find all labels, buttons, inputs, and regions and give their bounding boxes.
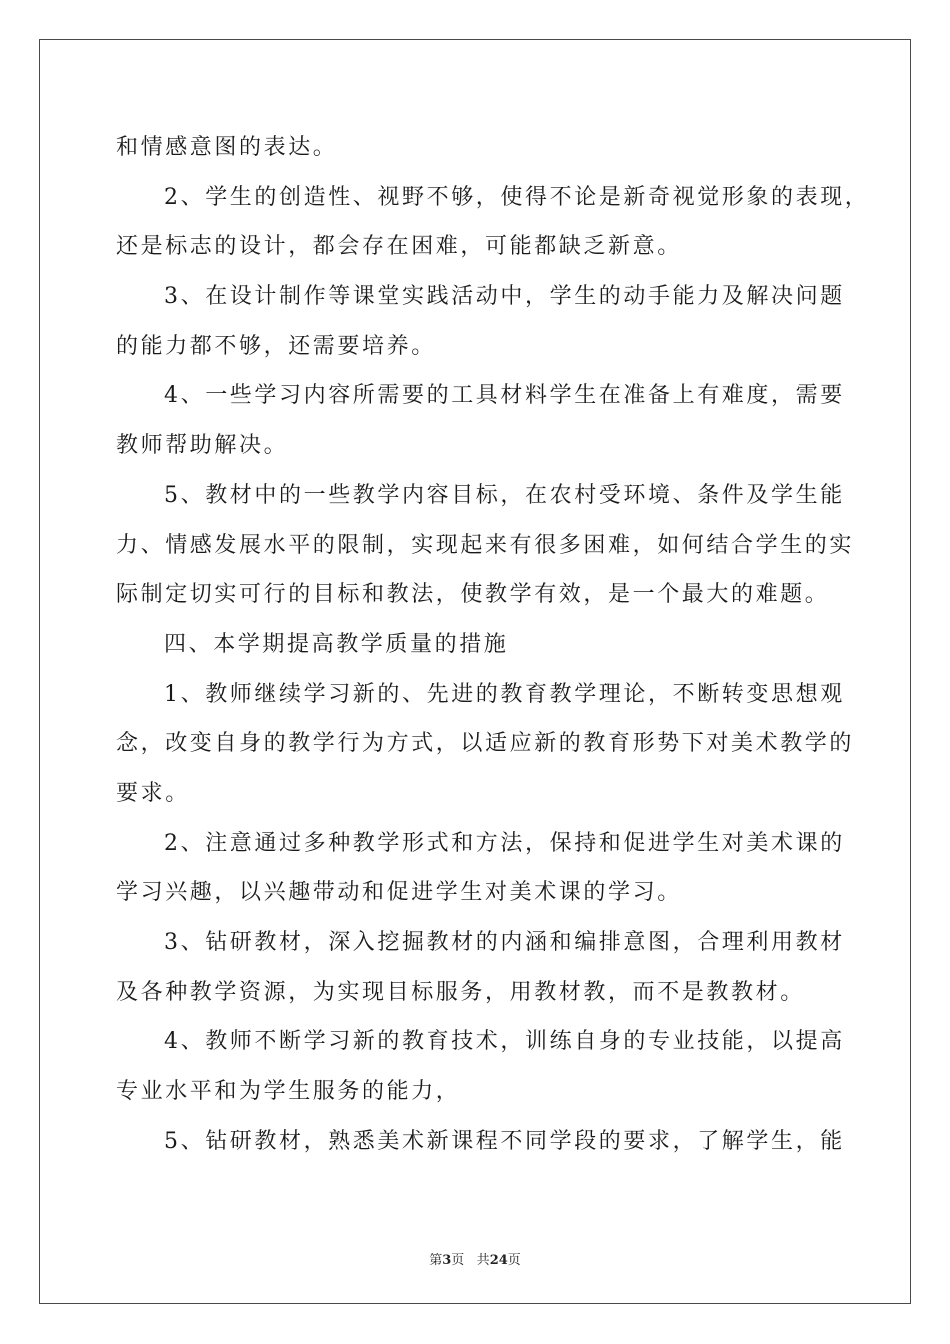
- text-line: 及各种教学资源，为实现目标服务，用教材教，而不是教教材。: [116, 979, 805, 1005]
- footer-total-prefix: 共: [476, 1253, 490, 1268]
- text-line: 和情感意图的表达。: [116, 135, 338, 160]
- text-line: 的能力都不够，还需要培养。: [116, 333, 436, 359]
- footer-total-suffix: 页: [507, 1253, 521, 1268]
- footer-page-number: 3: [442, 1253, 452, 1268]
- text-line: 专业水平和为学生服务的能力，: [116, 1079, 461, 1105]
- text-line: 4、一些学习内容所需要的工具材料学生在准备上有难度，需要: [164, 383, 845, 409]
- footer-page-suffix: 页: [451, 1253, 465, 1268]
- text-line: 力、情感发展水平的限制，实现起来有很多困难，如何结合学生的实: [116, 532, 855, 558]
- text-line: 2、注意通过多种教学形式和方法，保持和促进学生对美术课的: [164, 830, 845, 856]
- text-line: 5、钻研教材，熟悉美术新课程不同学段的要求，了解学生，能: [164, 1128, 845, 1154]
- text-line: 四、本学期提高教学质量的措施: [164, 631, 509, 657]
- page-footer: [0, 1249, 950, 1268]
- text-line: 要求。: [116, 780, 190, 806]
- text-line: 2、学生的创造性、视野不够，使得不论是新奇视觉形象的表现，: [164, 184, 870, 210]
- text-line: 1、教师继续学习新的、先进的教育教学理论，不断转变思想观: [164, 681, 845, 707]
- text-line: 教师帮助解决。: [116, 433, 289, 459]
- text-line: 5、教材中的一些教学内容目标，在农村受环境、条件及学生能: [164, 482, 845, 508]
- text-line: 3、在设计制作等课堂实践活动中，学生的动手能力及解决问题: [164, 284, 845, 310]
- text-line: 念，改变自身的教学行为方式，以适应新的教育形势下对美术教学的: [116, 731, 855, 757]
- text-line: 还是标志的设计，都会存在困难，可能都缺乏新意。: [116, 234, 682, 260]
- text-line: 际制定切实可行的目标和教法，使教学有效，是一个最大的难题。: [116, 582, 830, 608]
- footer-total-pages: 24: [489, 1253, 508, 1268]
- text-line: 学习兴趣，以兴趣带动和促进学生对美术课的学习。: [116, 880, 682, 906]
- document-body: [116, 129, 870, 1172]
- text-line: 4、教师不断学习新的教育技术，训练自身的专业技能，以提高: [164, 1029, 845, 1055]
- text-line: 3、钻研教材，深入挖掘教材的内涵和编排意图，合理利用教材: [164, 930, 845, 955]
- footer-page-prefix: 第: [429, 1253, 443, 1268]
